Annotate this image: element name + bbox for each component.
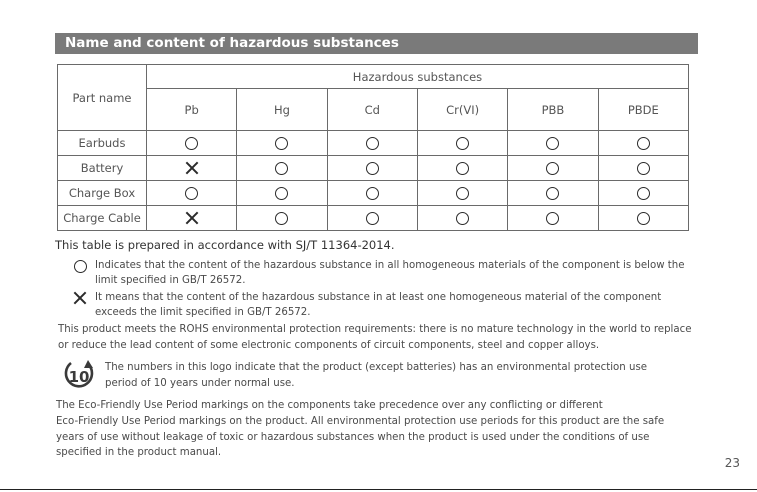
logo-number: 10 [68, 368, 90, 386]
eco-friendly-use-period-logo-icon [62, 358, 96, 392]
column-header-pb: Pb [147, 89, 237, 131]
cross-icon [185, 211, 199, 225]
page-bottom-divider [0, 489, 757, 490]
circle-icon [637, 162, 650, 175]
substance-cell [327, 206, 417, 231]
table-row [58, 131, 689, 156]
efup-line-3: years of use without leakage of toxic or hazardous substances when the product is used under the conditions of use [56, 432, 650, 443]
efup-line-4: specified in the product manual. [56, 447, 222, 458]
circle-icon [546, 162, 559, 175]
hazardous-substances-table [57, 64, 689, 231]
circle-legend-line-1: Indicates that the content of the hazardous substance in all homogeneous materials of the component is below the [95, 260, 685, 271]
circle-icon [456, 212, 469, 225]
table-row [58, 206, 689, 231]
part-name-cell: Charge Cable [58, 206, 147, 231]
substance-cell [508, 131, 598, 156]
circle-icon [456, 162, 469, 175]
circle-icon [366, 187, 379, 200]
substance-cell [598, 131, 688, 156]
rohs-line-1: This product meets the ROHS environmental protection requirements: there is no mature technology in the world to replace [58, 324, 692, 335]
circle-icon [546, 187, 559, 200]
column-header-pbb: PBB [508, 89, 598, 131]
substance-cell [327, 156, 417, 181]
circle-icon [366, 212, 379, 225]
substance-cell [508, 156, 598, 181]
cross-legend-line-2: exceeds the limit specified in GB/T 26572. [95, 307, 311, 318]
circle-icon [275, 137, 288, 150]
part-name-header: Part name [58, 65, 147, 131]
substance-cell [598, 156, 688, 181]
logo-explanation-line-1: The numbers in this logo indicate that the product (except batteries) has an environmental protection use [105, 362, 648, 373]
substance-cell [417, 206, 507, 231]
circle-icon [74, 260, 87, 273]
part-name-cell: Earbuds [58, 131, 147, 156]
substance-cell [417, 156, 507, 181]
efup-line-1: The Eco-Friendly Use Period markings on the components take precedence over any conflicting or different [56, 400, 603, 411]
column-header-hg: Hg [237, 89, 327, 131]
part-name-cell: Battery [58, 156, 147, 181]
table-row [58, 156, 689, 181]
circle-icon [456, 137, 469, 150]
substance-cell [147, 206, 237, 231]
substance-cell [147, 181, 237, 206]
logo-explanation-line-2: period of 10 years under normal use. [105, 378, 295, 389]
circle-icon [185, 137, 198, 150]
substance-cell [327, 181, 417, 206]
part-name-cell: Charge Box [58, 181, 147, 206]
circle-icon [275, 187, 288, 200]
circle-legend-line-2: limit specified in GB/T 26572. [95, 275, 246, 286]
column-header-crvi: Cr(VI) [417, 89, 507, 131]
circle-icon [637, 137, 650, 150]
circle-icon [456, 187, 469, 200]
circle-icon [366, 162, 379, 175]
substance-cell [417, 181, 507, 206]
substance-cell [598, 181, 688, 206]
substance-cell [237, 206, 327, 231]
cross-icon [185, 161, 199, 175]
circle-icon [275, 162, 288, 175]
cross-icon [73, 291, 87, 305]
substance-cell [327, 131, 417, 156]
table-row [58, 181, 689, 206]
substance-cell [237, 156, 327, 181]
substance-cell [147, 156, 237, 181]
column-header-pbde: PBDE [598, 89, 688, 131]
column-header-cd: Cd [327, 89, 417, 131]
substance-cell [147, 131, 237, 156]
substance-cell [237, 181, 327, 206]
circle-icon [366, 137, 379, 150]
page-number: 23 [724, 456, 740, 470]
cross-legend-line-1: It means that the content of the hazardous substance in at least one homogeneous material of the component [95, 292, 662, 303]
substance-cell [237, 131, 327, 156]
circle-icon [185, 187, 198, 200]
circle-icon [546, 212, 559, 225]
table-basis-note: This table is prepared in accordance with SJ/T 11364-2014. [55, 238, 395, 252]
substance-cell [508, 181, 598, 206]
section-title: Name and content of hazardous substances [55, 33, 698, 54]
substance-cell [417, 131, 507, 156]
rohs-line-2: or reduce the lead content of some electronic components of circuit components, steel and copper alloys. [58, 340, 600, 351]
circle-icon [546, 137, 559, 150]
circle-icon [637, 212, 650, 225]
circle-icon [637, 187, 650, 200]
circle-icon [275, 212, 288, 225]
efup-line-2: Eco-Friendly Use Period markings on the product. All environmental protection use periods for this product are the safe [56, 416, 665, 427]
substance-cell [508, 206, 598, 231]
hazardous-substances-header: Hazardous substances [147, 65, 689, 89]
substance-cell [598, 206, 688, 231]
